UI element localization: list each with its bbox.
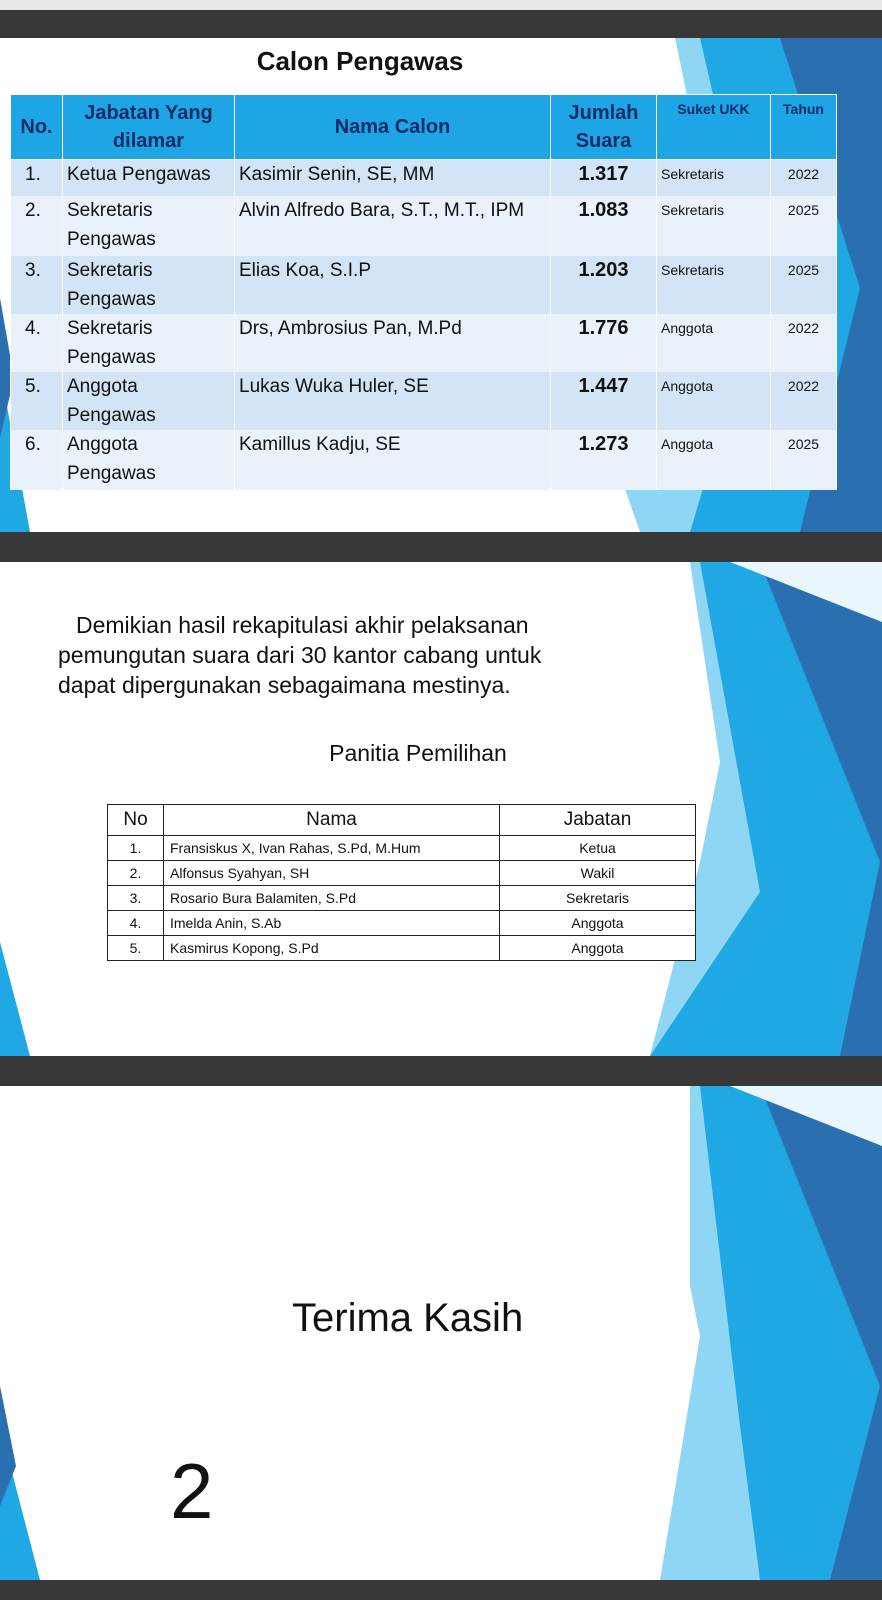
cell-suara: 1.083 xyxy=(551,196,657,256)
slide-panitia xyxy=(0,562,882,1056)
cell-tahun: 2025 xyxy=(771,256,837,314)
cell-nama: Drs, Ambrosius Pan, M.Pd xyxy=(235,314,551,372)
cell-nama: Fransiskus X, Ivan Rahas, S.Pd, M.Hum xyxy=(164,836,500,861)
table-row xyxy=(11,160,837,196)
header-suara: Jumlah Suara xyxy=(551,95,657,160)
paragraph-line: Demikian hasil rekapitulasi akhir pelaksanan xyxy=(76,612,529,638)
cell-jabatan: Ketua xyxy=(500,836,696,861)
closing-paragraph xyxy=(58,610,678,700)
cell-no: 5. xyxy=(11,372,63,430)
cell-no: 4. xyxy=(108,911,164,936)
paragraph-line: dapat dipergunakan sebagaimana mestinya. xyxy=(58,672,511,698)
cell-jabatan: Sekretaris xyxy=(500,886,696,911)
table-row xyxy=(108,861,696,886)
cell-suket: Anggota xyxy=(657,430,771,490)
table-row xyxy=(11,372,837,430)
thanks-text: Terima Kasih xyxy=(292,1296,524,1340)
cell-jabatan: Sekretaris Pengawas xyxy=(63,314,235,372)
cell-jabatan: Ketua Pengawas xyxy=(63,160,235,196)
cell-tahun: 2022 xyxy=(771,372,837,430)
header-jabatan: Jabatan Yang dilamar xyxy=(63,95,235,160)
cell-no: 6. xyxy=(11,430,63,490)
cell-suara: 1.776 xyxy=(551,314,657,372)
cell-nama: Rosario Bura Balamiten, S.Pd xyxy=(164,886,500,911)
cell-tahun: 2025 xyxy=(771,430,837,490)
table-row xyxy=(108,886,696,911)
cell-nama: Imelda Anin, S.Ab xyxy=(164,911,500,936)
slide-calon-pengawas xyxy=(0,38,882,532)
cell-nama: Kasimir Senin, SE, MM xyxy=(235,160,551,196)
table-row xyxy=(11,314,837,372)
cell-tahun: 2025 xyxy=(771,196,837,256)
panitia-table xyxy=(107,804,696,961)
cell-suara: 1.447 xyxy=(551,372,657,430)
slide-terima-kasih xyxy=(0,1086,882,1580)
cell-jabatan: Sekretaris Pengawas xyxy=(63,196,235,256)
separator-bar xyxy=(0,1056,882,1086)
table-row xyxy=(108,911,696,936)
cell-no: 4. xyxy=(11,314,63,372)
table-row xyxy=(11,196,837,256)
cell-suket: Anggota xyxy=(657,314,771,372)
header-no: No xyxy=(108,805,164,836)
header-suket: Suket UKK xyxy=(657,95,771,160)
cell-suket: Sekretaris xyxy=(657,256,771,314)
cell-jabatan: Wakil xyxy=(500,861,696,886)
cell-no: 1. xyxy=(11,160,63,196)
paragraph-line: pemungutan suara dari 30 kantor cabang untuk xyxy=(58,642,542,668)
table-row xyxy=(11,256,837,314)
cell-no: 3. xyxy=(11,256,63,314)
cell-suket: Sekretaris xyxy=(657,196,771,256)
page-number: 2 xyxy=(170,1447,214,1535)
cell-tahun: 2022 xyxy=(771,314,837,372)
cell-suket: Sekretaris xyxy=(657,160,771,196)
cell-nama: Kamillus Kadju, SE xyxy=(235,430,551,490)
cell-jabatan: Anggota xyxy=(500,936,696,961)
cell-jabatan: Sekretaris Pengawas xyxy=(63,256,235,314)
cell-suara: 1.273 xyxy=(551,430,657,490)
cell-tahun: 2022 xyxy=(771,160,837,196)
table-row xyxy=(11,430,837,490)
cell-no: 1. xyxy=(108,836,164,861)
header-jabatan: Jabatan xyxy=(500,805,696,836)
candidates-table xyxy=(10,94,837,490)
table-header-row xyxy=(11,95,837,160)
cell-suara: 1.317 xyxy=(551,160,657,196)
cell-nama: Kasmirus Kopong, S.Pd xyxy=(164,936,500,961)
cell-no: 3. xyxy=(108,886,164,911)
cell-suara: 1.203 xyxy=(551,256,657,314)
cell-jabatan: Anggota xyxy=(500,911,696,936)
header-nama: Nama Calon xyxy=(235,95,551,160)
cell-nama: Lukas Wuka Huler, SE xyxy=(235,372,551,430)
header-no: No. xyxy=(11,95,63,160)
cell-nama: Alfonsus Syahyan, SH xyxy=(164,861,500,886)
separator-bar xyxy=(0,10,882,38)
top-strip xyxy=(0,0,882,10)
cell-suket: Anggota xyxy=(657,372,771,430)
table-row xyxy=(108,936,696,961)
table-row xyxy=(108,836,696,861)
header-tahun: Tahun xyxy=(771,95,837,160)
cell-no: 5. xyxy=(108,936,164,961)
separator-bar xyxy=(0,532,882,562)
cell-nama: Alvin Alfredo Bara, S.T., M.T., IPM xyxy=(235,196,551,256)
slide-title: Calon Pengawas xyxy=(256,46,464,76)
panitia-title: Panitia Pemilihan xyxy=(329,740,507,766)
header-nama: Nama xyxy=(164,805,500,836)
cell-nama: Elias Koa, S.I.P xyxy=(235,256,551,314)
cell-no: 2. xyxy=(11,196,63,256)
separator-bar xyxy=(0,1580,882,1600)
cell-no: 2. xyxy=(108,861,164,886)
table-header-row xyxy=(108,805,696,836)
cell-jabatan: Anggota Pengawas xyxy=(63,430,235,490)
cell-jabatan: Anggota Pengawas xyxy=(63,372,235,430)
